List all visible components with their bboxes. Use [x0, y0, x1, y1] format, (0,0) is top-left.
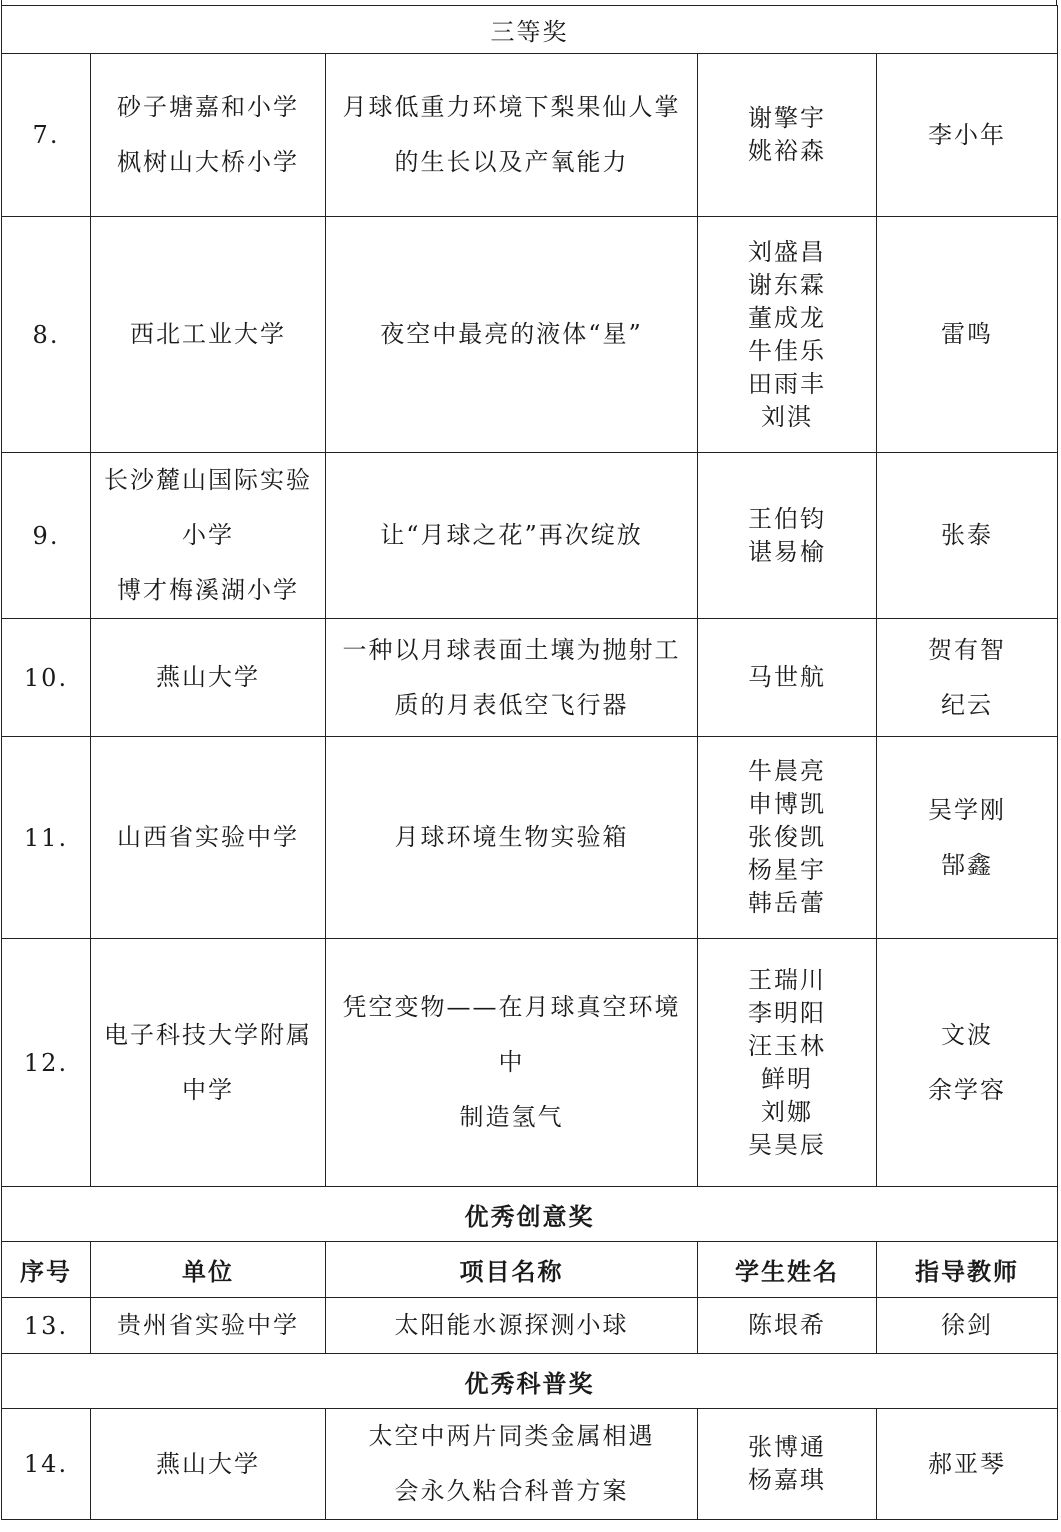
- students-cell: [698, 217, 877, 453]
- row-number: 8.: [2, 217, 91, 453]
- project-cell: [326, 1409, 698, 1520]
- row-number: 9.: [2, 453, 91, 619]
- students-cell: [698, 54, 877, 217]
- cell-line: 燕山大学: [156, 1449, 260, 1478]
- cell-line: 贵州省实验中学: [117, 1311, 299, 1339]
- cell-line: 王伯钧: [748, 504, 826, 533]
- cell-line: 牛晨亮: [748, 757, 826, 785]
- project-cell: [326, 939, 698, 1187]
- teachers-cell: [877, 217, 1058, 453]
- cell-line: 韩岳蕾: [748, 889, 826, 917]
- cell-line: 贺有智: [928, 635, 1006, 664]
- cell-line: 枫树山大桥小学: [117, 148, 299, 176]
- cell-line: 刘淇: [761, 402, 813, 431]
- students-cell: [698, 1298, 877, 1354]
- awards-table-body: [2, 6, 1058, 1520]
- cell-line: 纪云: [941, 690, 993, 719]
- cell-line: 凭空变物——在月球真空环境: [342, 993, 681, 1021]
- cell-line: 制造氢气: [459, 1103, 564, 1131]
- cell-line: 汪玉林: [748, 1031, 826, 1060]
- project-cell: [326, 453, 698, 619]
- teachers-cell: [877, 737, 1058, 939]
- project-cell: [326, 619, 698, 737]
- cell-line: 王瑞川: [748, 965, 826, 994]
- unit-cell: [91, 1409, 326, 1520]
- section-title: 优秀科普奖: [2, 1354, 1058, 1409]
- cell-line: 山西省实验中学: [117, 823, 299, 851]
- table-row: [2, 1409, 1058, 1520]
- cell-line: 谌易榆: [748, 537, 826, 566]
- cell-line: 谢东霖: [748, 270, 826, 299]
- table-row: [2, 54, 1058, 217]
- cell-line: 砂子塘嘉和小学: [117, 93, 299, 121]
- cell-line: 中学: [182, 1075, 234, 1104]
- cell-line: 燕山大学: [156, 663, 260, 691]
- teachers-cell: [877, 619, 1058, 737]
- cell-line: 质的月表低空飞行器: [394, 690, 629, 719]
- cell-line: 申博凯: [748, 790, 826, 818]
- students-cell: [698, 453, 877, 619]
- cell-line: 李小年: [928, 120, 1006, 149]
- column-header-row: [2, 1242, 1058, 1298]
- header-student: 学生姓名: [698, 1242, 877, 1298]
- cell-line: 小学: [182, 521, 234, 549]
- cell-line: 夜空中最亮的液体“星”: [380, 320, 643, 348]
- cell-line: 余学容: [928, 1075, 1006, 1104]
- cell-line: 杨嘉琪: [748, 1466, 826, 1494]
- project-cell: [326, 1298, 698, 1354]
- cell-line: 董成龙: [748, 303, 826, 332]
- cell-line: 让“月球之花”再次绽放: [380, 521, 643, 549]
- row-number: 12.: [2, 939, 91, 1187]
- teachers-cell: [877, 54, 1058, 217]
- cell-line: 长沙麓山国际实验: [104, 466, 312, 494]
- table-row: [2, 619, 1058, 737]
- cell-line: 文波: [941, 1020, 993, 1049]
- teachers-cell: [877, 453, 1058, 619]
- header-project: 项目名称: [326, 1242, 698, 1298]
- cell-line: 一种以月球表面土壤为抛射工: [342, 635, 681, 664]
- cell-line: 杨星宇: [748, 856, 826, 884]
- table-row: [2, 737, 1058, 939]
- unit-cell: [91, 1298, 326, 1354]
- unit-cell: [91, 217, 326, 453]
- students-cell: [698, 619, 877, 737]
- students-cell: [698, 737, 877, 939]
- section-title-row: [2, 1354, 1058, 1409]
- cell-line: 刘娜: [761, 1097, 813, 1126]
- cell-line: 鲜明: [761, 1064, 813, 1093]
- teachers-cell: [877, 939, 1058, 1187]
- cell-line: 月球低重力环境下梨果仙人掌: [342, 93, 681, 121]
- cell-line: 牛佳乐: [748, 336, 826, 365]
- cell-line: 吴学刚: [928, 795, 1006, 824]
- cell-line: 姚裕森: [748, 137, 826, 165]
- header-unit: 单位: [91, 1242, 326, 1298]
- cell-line: 谢擎宇: [748, 104, 826, 132]
- unit-cell: [91, 453, 326, 619]
- section-title-row: [2, 1187, 1058, 1242]
- table-row: [2, 217, 1058, 453]
- cell-line: 博才梅溪湖小学: [117, 576, 299, 604]
- section-title: 三等奖: [2, 6, 1058, 54]
- teachers-cell: [877, 1409, 1058, 1520]
- cell-line: 田雨丰: [748, 369, 826, 398]
- table-row: [2, 1298, 1058, 1354]
- unit-cell: [91, 54, 326, 217]
- cell-line: 西北工业大学: [130, 320, 286, 348]
- cell-line: 陈垠希: [748, 1311, 826, 1339]
- awards-table: [1, 5, 1058, 1520]
- row-number: 7.: [2, 54, 91, 217]
- students-cell: [698, 939, 877, 1187]
- cell-line: 郜鑫: [941, 850, 993, 879]
- cell-line: 徐剑: [941, 1311, 993, 1339]
- row-number: 10.: [2, 619, 91, 737]
- teachers-cell: [877, 1298, 1058, 1354]
- cell-line: 雷鸣: [941, 320, 993, 348]
- project-cell: [326, 217, 698, 453]
- row-number: 14.: [2, 1409, 91, 1520]
- project-cell: [326, 54, 698, 217]
- unit-cell: [91, 939, 326, 1187]
- unit-cell: [91, 619, 326, 737]
- cell-line: 太空中两片同类金属相遇: [368, 1422, 655, 1450]
- row-number: 13.: [2, 1298, 91, 1354]
- table-row: [2, 453, 1058, 619]
- cell-line: 会永久粘合科普方案: [394, 1477, 629, 1505]
- cell-line: 电子科技大学附属: [104, 1020, 312, 1049]
- header-teacher: 指导教师: [877, 1242, 1058, 1298]
- cell-line: 张泰: [941, 521, 993, 549]
- cell-line: 张俊凯: [748, 823, 826, 851]
- project-cell: [326, 737, 698, 939]
- cell-line: 刘盛昌: [748, 237, 826, 266]
- header-no: 序号: [2, 1242, 91, 1298]
- cell-line: 中: [498, 1048, 525, 1076]
- unit-cell: [91, 737, 326, 939]
- row-number: 11.: [2, 737, 91, 939]
- cell-line: 吴昊辰: [748, 1130, 826, 1159]
- cell-line: 月球环境生物实验箱: [394, 823, 629, 851]
- students-cell: [698, 1409, 877, 1520]
- cell-line: 郝亚琴: [928, 1449, 1006, 1478]
- cell-line: 太阳能水源探测小球: [394, 1311, 629, 1339]
- cell-line: 马世航: [748, 663, 826, 691]
- cell-line: 李明阳: [748, 998, 826, 1027]
- cell-line: 的生长以及产氧能力: [394, 148, 629, 176]
- table-row: [2, 939, 1058, 1187]
- cell-line: 张博通: [748, 1433, 826, 1461]
- section-title: 优秀创意奖: [2, 1187, 1058, 1242]
- section-title-row: [2, 6, 1058, 54]
